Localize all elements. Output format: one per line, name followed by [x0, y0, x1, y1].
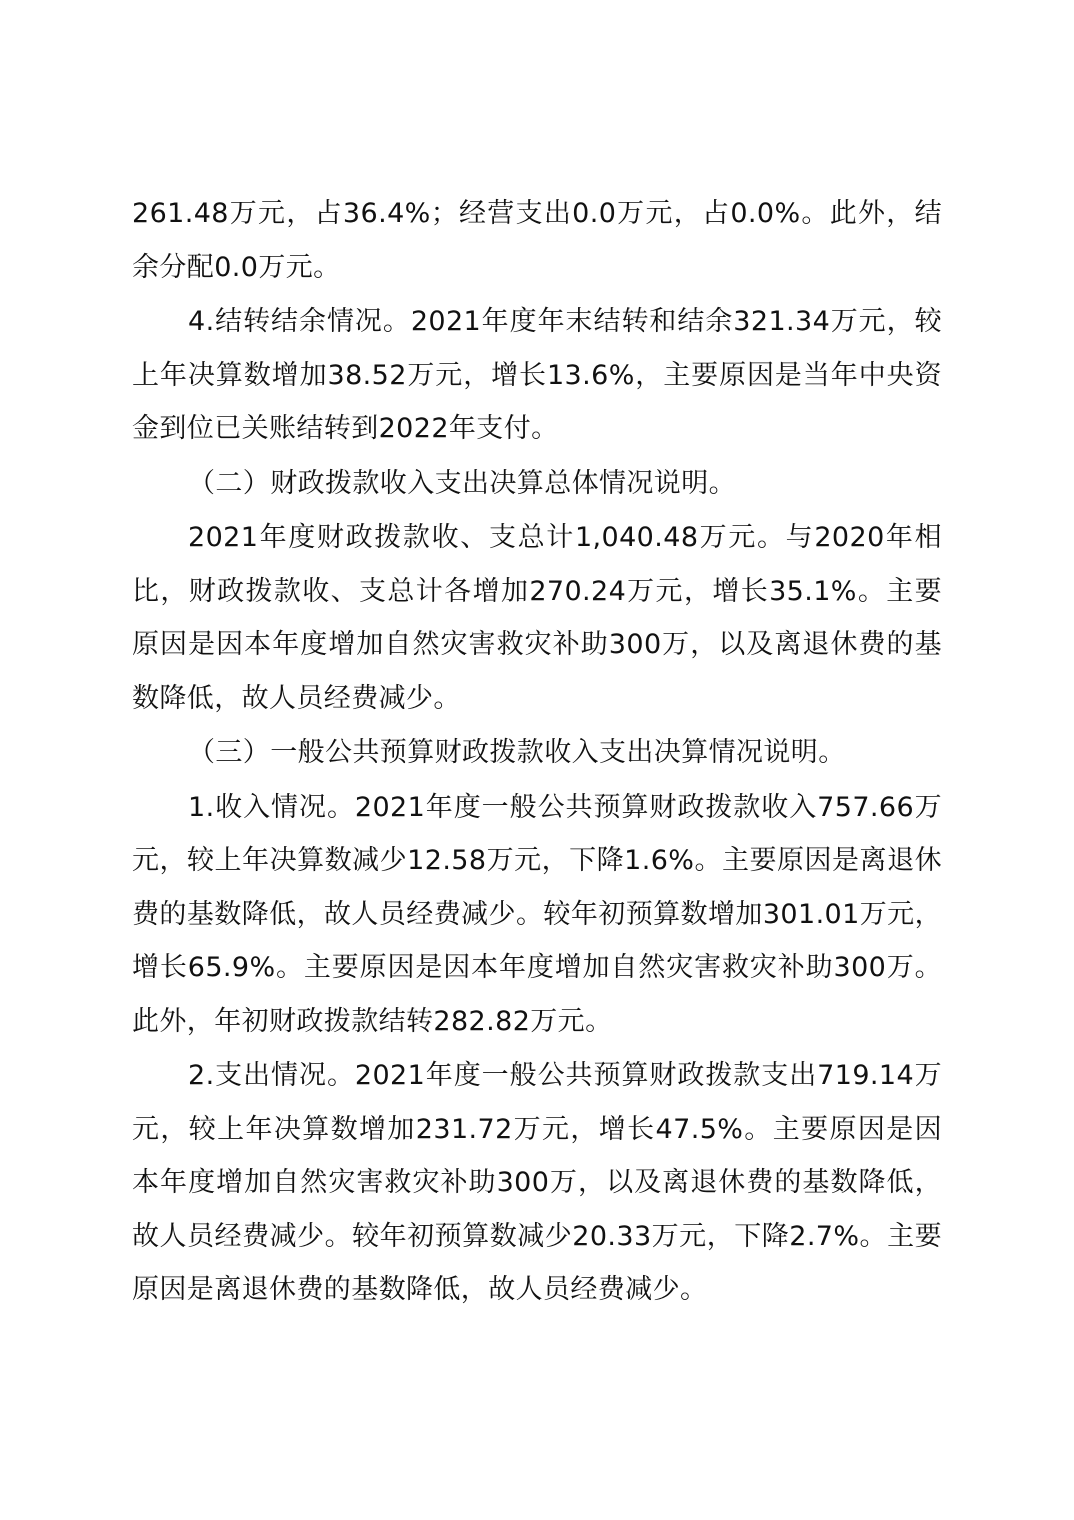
paragraph-expenditure-situation: 2.支出情况。2021年度一般公共预算财政拨款支出719.14万元，较上年决算数增加231.72万元，增长47.5%。主要原因是因本年度增加自然灾害救灾补助300万，以及离退休费的基数降低，故人员经费减少。较年初预算数减少20.33万元，下降2.7%。主要原因是离退休费的基数降低，故人员经费减少。: [132, 1060, 942, 1305]
paragraph-income-situation: 1.收入情况。2021年度一般公共预算财政拨款收入757.66万元，较上年决算数减少12.58万元，下降1.6%。主要原因是离退休费的基数降低，故人员经费减少。较年初预算数增加301.01万元，增长65.9%。主要原因是因本年度增加自然灾害救灾补助300万。此外，年初财政拨款结转282.82万元。: [132, 791, 942, 1037]
paragraph-expenditure-continued: 261.48万元，占36.4%；经营支出0.0万元，占0.0%。此外，结余分配0.0万元。: [132, 198, 942, 283]
paragraph-fiscal-appropriation-overall: 2021年度财政拨款收、支总计1,040.48万元。与2020年相比，财政拨款收、支总计各增加270.24万元，增长35.1%。主要原因是因本年度增加自然灾害救灾补助300万，以及离退休费的基数降低，故人员经费减少。: [132, 522, 942, 714]
document-body: [132, 187, 942, 1318]
section-heading-fiscal-appropriation-overall: （二）财政拨款收入支出决算总体情况说明。: [188, 467, 736, 499]
paragraph-carryover-balance: 4.结转结余情况。2021年度年末结转和结余321.34万元，较上年决算数增加38.52万元，增长13.6%，主要原因是当年中央资金到位已关账结转到2022年支付。: [132, 306, 942, 444]
section-heading-general-public-budget: （三）一般公共预算财政拨款收入支出决算情况说明。: [188, 737, 846, 768]
